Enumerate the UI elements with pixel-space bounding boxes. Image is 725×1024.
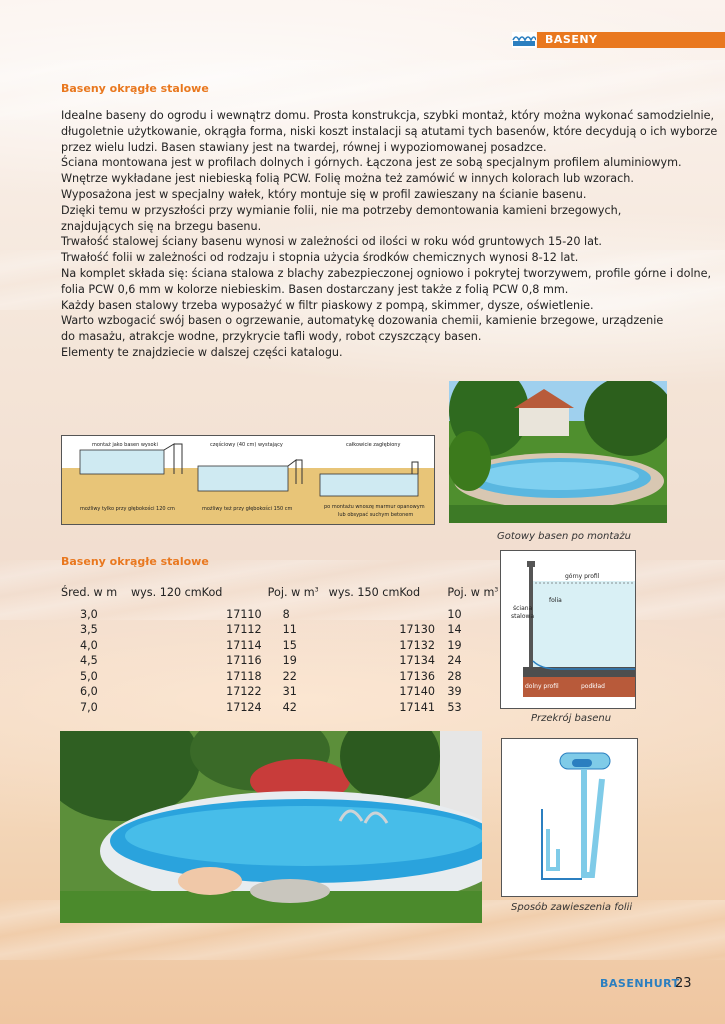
diagram-label: częściowy (40 cm) wystający xyxy=(210,442,283,448)
cell-code: 17110 xyxy=(226,607,262,621)
cell-code: 17112 xyxy=(226,623,262,637)
cell-diameter: 5,0 xyxy=(80,669,98,683)
cell-code: 17124 xyxy=(226,700,262,714)
cell-code: 17130 xyxy=(399,623,435,637)
text-line: znajdujących się na brzegu basenu. xyxy=(61,219,262,233)
pool-with-people-photo xyxy=(60,731,482,923)
diagram-label: folia xyxy=(549,597,562,604)
column-header xyxy=(268,585,329,601)
diagram-label: podkład xyxy=(581,683,605,690)
section-label: BASENY xyxy=(545,33,598,46)
superscript: 3 xyxy=(494,586,499,594)
column-header: Kod xyxy=(399,586,421,600)
text-line: folia PCW 0,6 mm w kolorze niebieskim. Basen dostarczany jest także z folią PCW 0,8 mm. xyxy=(61,282,569,296)
cell-diameter: 7,0 xyxy=(80,700,98,714)
cell-volume: 53 xyxy=(447,700,462,714)
cell-diameter: 3,0 xyxy=(80,607,98,621)
cell-volume: 19 xyxy=(447,638,462,652)
brand-logo-icon xyxy=(512,32,536,48)
cell-volume: 19 xyxy=(282,654,297,668)
table-row xyxy=(61,653,498,669)
cross-section-caption: Przekrój basenu xyxy=(531,713,612,724)
text-line: Trwałość folii w zależności od rodzaju i stopnia użycia środków chemicznych wynosi 8-12 lat. xyxy=(61,251,579,265)
column-header: wys. 120 cm xyxy=(131,586,202,600)
text-line: Idealne baseny do ogrodu i wewnątrz domu. Prosta konstrukcja, szybki montaż, który można wykonać samodzielnie, xyxy=(61,109,715,122)
pool-cross-section-diagram xyxy=(500,550,636,709)
superscript: 3 xyxy=(314,586,319,594)
table-row xyxy=(61,700,498,716)
section-heading: Baseny okrągłe stalowe xyxy=(61,82,209,95)
cell-volume: 11 xyxy=(282,623,297,637)
column-header-text: Poj. w m xyxy=(447,586,495,600)
cell-diameter: 4,5 xyxy=(80,654,98,668)
diagram-label: możliwy tylko przy głębokości 120 cm xyxy=(80,506,175,512)
cell-diameter: 6,0 xyxy=(80,685,98,699)
cell-volume: 42 xyxy=(282,700,297,714)
cell-code: 17116 xyxy=(226,654,262,668)
cell-volume: 10 xyxy=(447,607,462,621)
text-line: Każdy basen stalowy trzeba wyposażyć w filtr piaskowy z pompą, skimmer, dysze, oświetlenie. xyxy=(61,298,594,312)
text-line: Na komplet składa się: ściana stalowa z blachy zabezpieczonej ogniowo i pokrytej tworzywem, profile górne i dolne, xyxy=(61,266,712,280)
cell-code: 17114 xyxy=(226,638,262,652)
foil-hanging-diagram xyxy=(501,738,638,897)
diagram-label: lub obsypać suchym betonem xyxy=(338,512,414,518)
diagram-label: montaż jako basen wysoki xyxy=(92,442,158,448)
intro-paragraph xyxy=(61,108,718,361)
cell-code: 17136 xyxy=(399,669,435,683)
diagram-label: całkowicie zagłębiony xyxy=(346,442,401,448)
text-line: Warto wzbogacić swój basen o ogrzewanie, automatykę dozowania chemii, kamienie brzegowe, urządzenie xyxy=(61,314,664,328)
footer-brand: BASENHURT xyxy=(600,977,680,990)
diagram-label: możliwy też przy głębokości 150 cm xyxy=(202,506,293,512)
table-row xyxy=(61,684,498,700)
table-header-row xyxy=(61,585,498,601)
text-line: Dzięki temu w przyszłości przy wymianie folii, nie ma potrzeby demontowania kamieni brzegowych, xyxy=(61,203,622,217)
diagram-label: dolny profil xyxy=(525,683,559,690)
finished-pool-photo xyxy=(449,381,667,523)
cell-diameter: 3,5 xyxy=(80,623,98,637)
cell-volume: 28 xyxy=(447,669,462,683)
text-line: Wyposażona jest w specjalny wałek, który montuje się w profil zawieszany na ścianie basenu. xyxy=(61,187,587,201)
column-header: Śred. w m xyxy=(61,586,118,600)
cell-code xyxy=(399,607,447,623)
cell-volume: 39 xyxy=(447,685,462,699)
text-line: Wnętrze wykładane jest niebieską folią PCW. Folię można też zamówić w innych kolorach lub wzorach. xyxy=(61,172,634,186)
table-row xyxy=(61,622,498,638)
table-row xyxy=(61,669,498,685)
cell-code: 17118 xyxy=(226,669,262,683)
section-header-bar xyxy=(537,32,725,48)
cell-volume: 31 xyxy=(282,685,297,699)
cell-volume: 22 xyxy=(282,669,297,683)
column-header xyxy=(447,585,498,601)
pool-specs-table xyxy=(61,585,498,715)
text-line: Trwałość stalowej ściany basenu wynosi w zależności od ilości w roku wód gruntowych 15-20 lat. xyxy=(61,235,602,249)
text-line: długoletnie użytkowanie, okrągła forma, niski koszt instalacji są atutami tych basenów, które decydują o ich wyborze xyxy=(61,124,718,138)
cell-volume: 8 xyxy=(282,607,290,621)
text-line: Elementy te znajdziecie w dalszej części katalogu. xyxy=(61,345,343,359)
diagram-label: po montażu wnoszę marmur opanowym xyxy=(324,504,425,510)
cell-code: 17141 xyxy=(399,700,435,714)
cell-code: 17134 xyxy=(399,654,435,668)
foil-hanging-caption: Sposób zawieszenia folii xyxy=(511,902,633,913)
cell-code: 17122 xyxy=(226,685,262,699)
diagram-label: ściana xyxy=(513,605,533,612)
page-number: 23 xyxy=(675,976,692,991)
cell-code: 17140 xyxy=(399,685,435,699)
photo-caption: Gotowy basen po montażu xyxy=(497,531,632,542)
cell-volume: 24 xyxy=(447,654,462,668)
installation-diagram xyxy=(61,435,435,525)
table-row xyxy=(61,607,498,623)
cell-code: 17132 xyxy=(399,638,435,652)
column-header: Kod xyxy=(201,586,223,600)
cell-volume: 14 xyxy=(447,623,462,637)
text-line: Ściana montowana jest w profilach dolnych i górnych. Łączona jest ze sobą specjalnym profilem aluminiowym. xyxy=(61,156,682,170)
diagram-label: stalowa xyxy=(511,613,535,620)
text-line: przez wielu ludzi. Basen stawiany jest na twardej, równej i wypoziomowanej posadzce. xyxy=(61,140,547,154)
column-header: wys. 150 cm xyxy=(328,586,400,600)
diagram-label: górny profil xyxy=(565,573,600,580)
text-line: do masażu, atrakcje wodne, przykrycie tafli wody, robot czyszczący basen. xyxy=(61,330,482,344)
cell-diameter: 4,0 xyxy=(80,638,98,652)
column-header-text: Poj. w m xyxy=(267,586,315,600)
table-heading: Baseny okrągłe stalowe xyxy=(61,555,209,568)
table-row xyxy=(61,638,498,654)
cell-volume: 15 xyxy=(282,638,297,652)
